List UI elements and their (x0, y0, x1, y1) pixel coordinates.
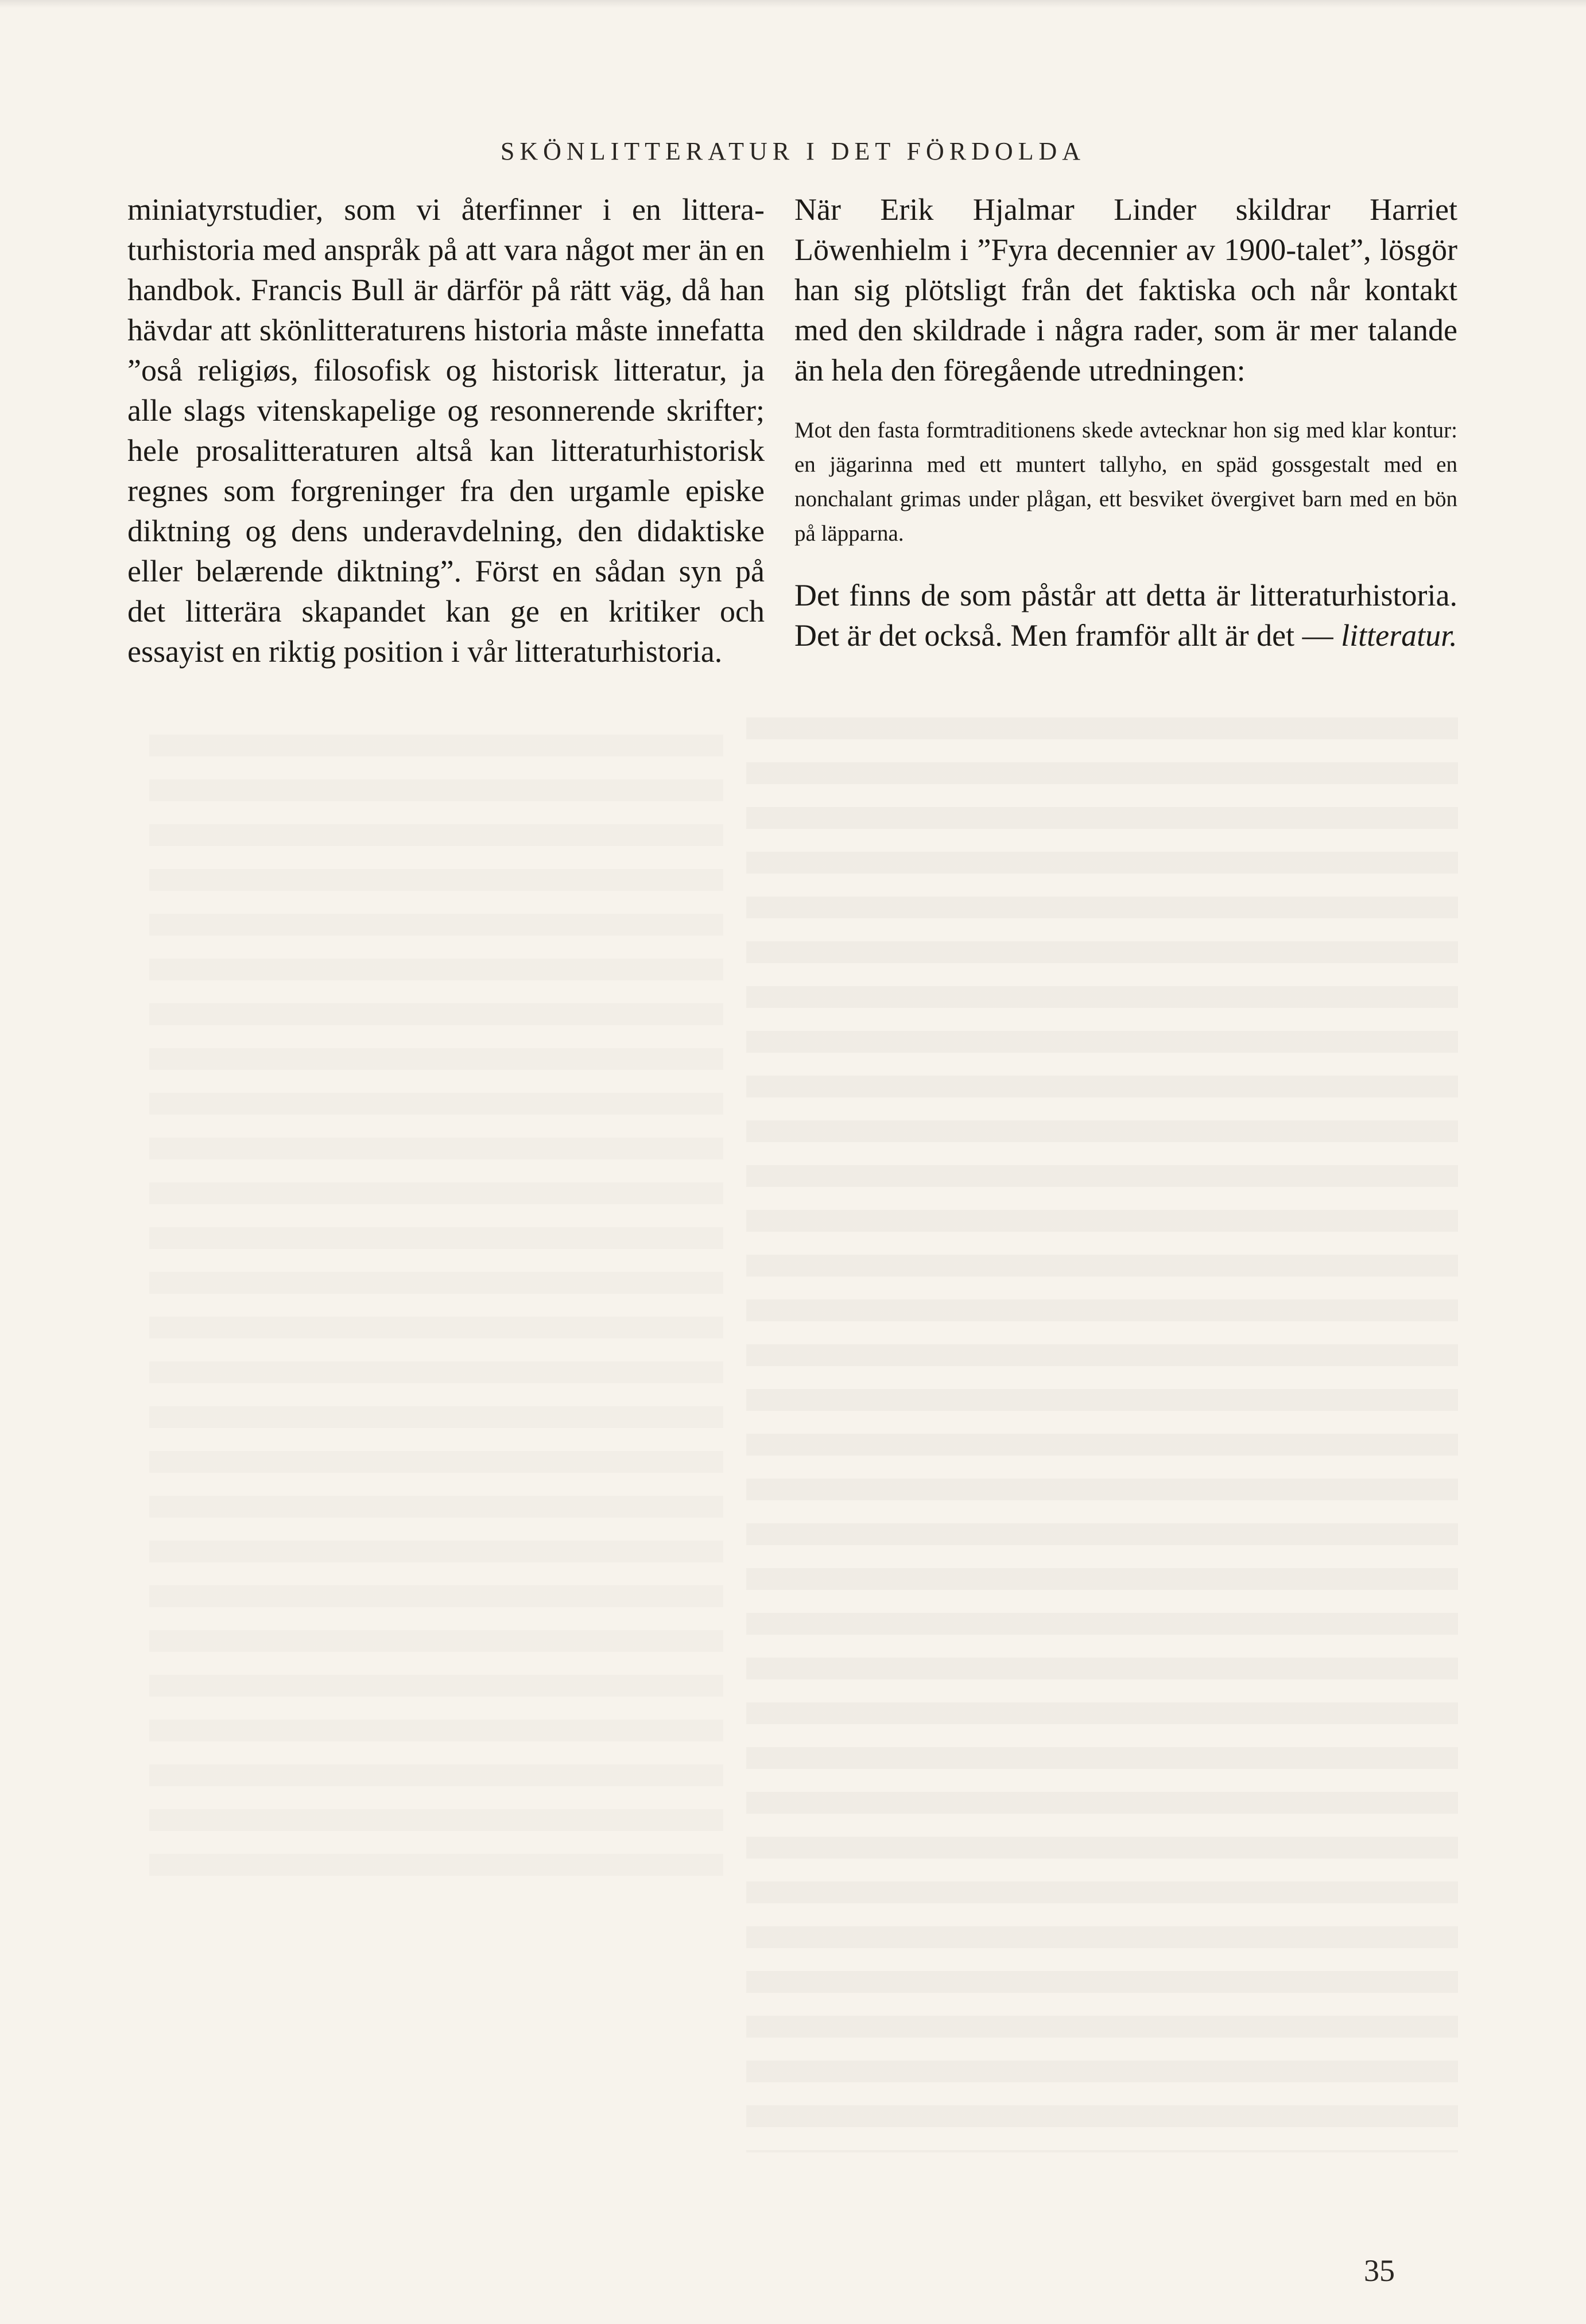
right-column (794, 189, 1457, 655)
left-paragraph: miniatyrstudier, som vi återfinner i en litteraturhistoria med anspråk på att vara något mer än en handbok. Francis Bull är därför på rätt väg, då han hävdar att skönlitteraturens historia måste innefatta ”oså religiøs, filosofisk og historisk litteratur, ja alle slags vitenskapelige og resonnerende skrifter; hele prosalitteraturen altså kan litteraturhistorisk regnes som forgreninger fra den urgamle episke diktning og dens underavdelning, den didaktiske eller belærende diktning”. Först en sådan syn på det litterära skapandet kan ge en kritiker och essayist en riktig position i vår litteraturhistoria. (127, 192, 765, 669)
page-number: 35 (1364, 2253, 1395, 2288)
block-quote: Mot den fasta formtraditionens skede avtecknar hon sig med klar kontur: en jägarinna med ett muntert tallyho, en späd gossgestalt med en nonchalant grimas under plågan, ett besviket övergivet barn med en bön på läpparna. (794, 418, 1457, 546)
closing-italic-word: litteratur. (1341, 618, 1457, 653)
running-head: SKÖNLITTERATUR I DET FÖRDOLDA (500, 137, 1086, 165)
right-intro-paragraph: När Erik Hjalmar Linder skildrar Harriet Löwenhielm i ”Fyra decennier av 1900-talet”, lösgör han sig plötsligt från det faktiska och når kontakt med den skildrade i några rader, som är mer talande än hela den föregående utredningen: (794, 192, 1457, 387)
closing-text: Det finns de som påstår att detta är litteraturhistoria. Det är det också. Men framför allt är det — (794, 578, 1457, 653)
left-column (127, 189, 765, 672)
show-through-text-left (149, 735, 723, 1883)
show-through-text (746, 717, 1458, 2152)
page-edge (0, 0, 1586, 8)
closing-paragraph (794, 575, 1457, 655)
